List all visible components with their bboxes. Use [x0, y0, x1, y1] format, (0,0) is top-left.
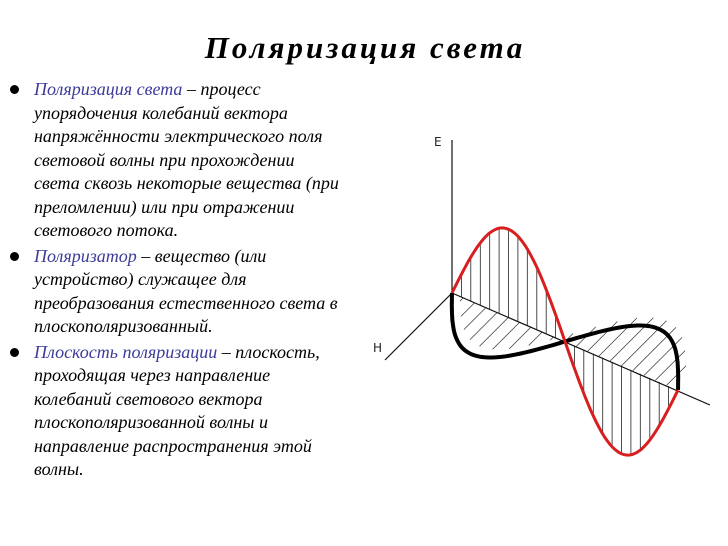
bullet-polarization [8, 78, 392, 243]
term-polarizer: Поляризатор [34, 245, 137, 266]
bullet-first-line [34, 78, 392, 102]
definition-line: напряжённости электрического поля [34, 126, 323, 146]
definition-line: светового потока. [34, 220, 179, 240]
definitions-list [8, 78, 392, 484]
bullet-dot-icon [10, 85, 19, 94]
definition-line: волны. [34, 459, 84, 479]
h-hatch-line [464, 308, 486, 330]
h-axis [385, 293, 452, 360]
bullet-first-line [34, 245, 392, 269]
definition-line: преломлении) или при отражении [34, 196, 295, 217]
bullet-polarizer [8, 245, 392, 339]
definition-line: плоскополяризованный. [34, 316, 213, 336]
bullet-first-line [34, 341, 392, 365]
h-hatch-line [480, 317, 509, 346]
definition-line: плоскополяризованной волны и [34, 412, 268, 432]
term-polarization-plane: Плоскость поляризации [34, 341, 218, 362]
slide-title: Поляризация света [204, 30, 526, 65]
bullet-dot-icon [10, 252, 19, 261]
h-hatch-line [633, 327, 676, 370]
definition-text: – вещество (или [136, 245, 267, 266]
definition-text: – плоскость, [217, 341, 320, 362]
h-hatch-line [470, 312, 497, 339]
h-hatch-line [493, 322, 520, 349]
bullet-dot-icon [10, 348, 19, 357]
h-hatch-line [461, 303, 475, 317]
polarized-wave-diagram [370, 110, 710, 530]
definition-line: упорядочения колебаний вектора [34, 102, 288, 123]
h-axis-label: H [373, 341, 383, 355]
e-wave-curve [452, 228, 678, 455]
e-axis-label: E [434, 135, 442, 149]
h-hatch-line [460, 298, 463, 301]
h-hatch-line [599, 318, 637, 356]
h-hatch-line [509, 327, 531, 349]
definition-line: колебаний светового вектора [34, 388, 263, 409]
term-polarization: Поляризация света [34, 79, 183, 99]
bullet-polarization-plane [8, 341, 392, 482]
definition-line: преобразования естественного света в [34, 292, 338, 313]
definition-text: – процесс [182, 79, 261, 99]
definition-line: света сквозь некоторые вещества (при [34, 173, 339, 193]
definition-line: направление распространения этой [34, 435, 312, 456]
h-hatch-line [529, 332, 543, 346]
definition-line: устройство) служащее для [34, 269, 247, 289]
definition-line: световой волны при прохождении [34, 149, 295, 170]
h-hatch-line [588, 322, 618, 352]
definition-line: проходящая через направление [34, 365, 271, 385]
h-hatch-line [655, 351, 685, 381]
